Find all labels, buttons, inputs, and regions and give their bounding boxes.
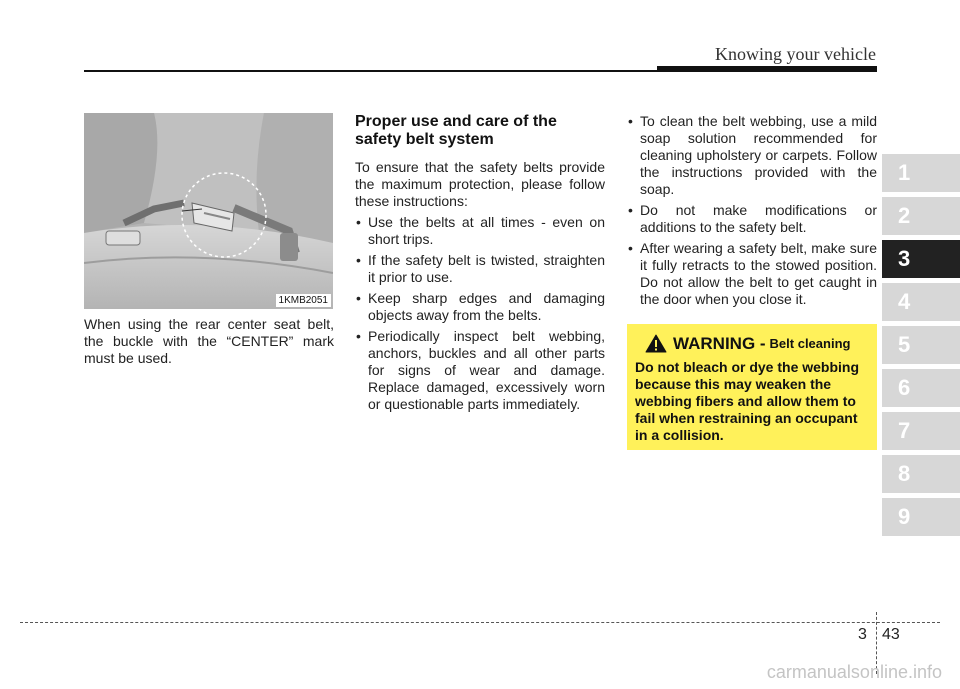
seat-belt-figure <box>84 113 333 309</box>
list-item: • To clean the belt webbing, use a mild soap solution recommended for cleaning upholstery or carpets. Follow the instructions provided with the soap. <box>628 113 877 197</box>
chapter-tab-5[interactable]: 5 <box>882 326 960 364</box>
warning-title: WARNING - <box>673 334 766 353</box>
chapter-tab-2[interactable]: 2 <box>882 197 960 235</box>
warning-body: Do not bleach or dye the webbing because this may weaken the webbing fibers and allow them to fail when restraining an occupant in a collision. <box>635 359 860 443</box>
chapter-tab-6[interactable]: 6 <box>882 369 960 407</box>
footer-page-number: 43 <box>882 626 900 643</box>
list-item: • After wearing a safety belt, make sure it fully retracts to the stowed position. Do not allow the belt to get caught in the door when you close it. <box>628 240 877 307</box>
figure-caption: When using the rear center seat belt, the buckle with the “CENTER” mark must be used. <box>84 316 334 366</box>
chapter-tab-8[interactable]: 8 <box>882 455 960 493</box>
chapter-tab-7[interactable]: 7 <box>882 412 960 450</box>
warning-subtitle: Belt cleaning <box>769 336 851 351</box>
footer-chapter-number: 3 <box>858 626 867 643</box>
warning-header <box>645 334 869 353</box>
list-item: • Use the belts at all times - even on short trips. <box>356 214 605 247</box>
section-heading: Proper use and care of the safety belt system <box>355 113 557 148</box>
intro-text: To ensure that the safety belts provide the maximum protection, please follow these instructions: <box>355 159 605 209</box>
chapter-tab-3[interactable]: 3 <box>882 240 960 278</box>
chapter-tab-9[interactable]: 9 <box>882 498 960 536</box>
list-item: • If the safety belt is twisted, straighten it prior to use. <box>356 252 605 285</box>
header-rule-accent <box>657 66 877 72</box>
figure-code: 1KMB2051 <box>276 294 331 307</box>
list-item: • Do not make modifications or additions to the safety belt. <box>628 202 877 235</box>
middle-column <box>355 113 605 417</box>
seat-belt-illustration <box>84 113 333 309</box>
warning-box <box>627 324 877 450</box>
list-item: • Periodically inspect belt webbing, anchors, buckles and all other parts for signs of wear and damage. Replace damaged, excessively worn or questionable parts immediately. <box>356 328 605 412</box>
instruction-list <box>355 214 605 413</box>
right-column <box>627 113 877 450</box>
page-header-title: Knowing your vehicle <box>715 44 876 64</box>
footer-divider <box>20 622 940 623</box>
warning-triangle-icon <box>645 334 667 353</box>
chapter-tab-1[interactable]: 1 <box>882 154 960 192</box>
chapter-tab-4[interactable]: 4 <box>882 283 960 321</box>
instruction-list-continued <box>627 113 877 308</box>
list-item: • Keep sharp edges and damaging objects away from the belts. <box>356 290 605 323</box>
watermark: carmanualsonline.info <box>766 662 942 682</box>
chapter-tabs <box>882 154 960 541</box>
